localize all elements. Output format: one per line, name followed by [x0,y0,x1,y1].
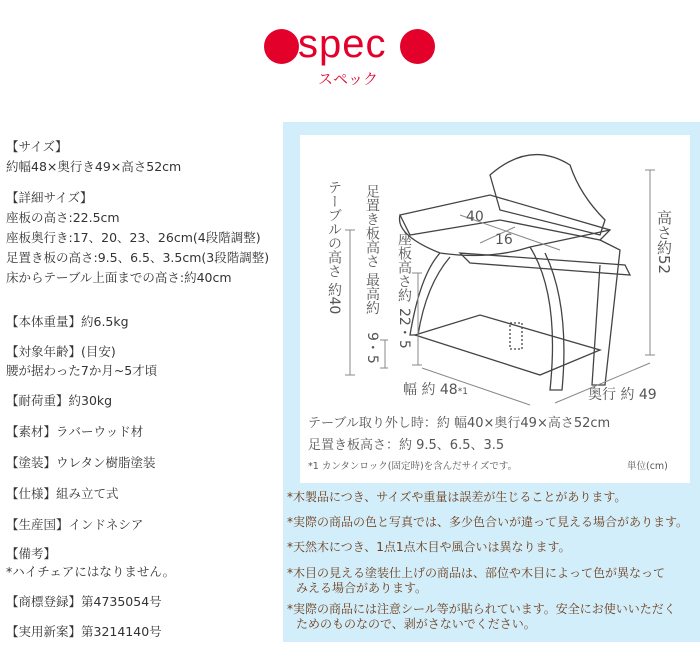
note: *木製品につき、サイズや重量は誤差が生じることがあります。 [287,490,627,504]
footnote: *1 カンタンロック(固定時)を含んだサイズです。 [308,461,518,472]
foot-height-value: 9・5 [364,332,380,364]
note: *実際の商品には注意シール等が貼られています。安全にお使いいただく [287,602,676,616]
note: *木目の見える塗装仕上げの商品は、部位や木目によって色が異なって [287,566,666,580]
spec-text: 【生産国】インドネシア [6,517,144,532]
foot-board-heights: 足置き板高さ：約 9.5、6.5、3.5 [308,438,505,453]
spec-heading: 【対象年齢】(目安) [6,344,116,359]
spec-heading: 【サイズ】 [6,139,68,154]
spec-text: 【耐荷重】約30kg [6,393,113,408]
spec-text: 【仕様】組み立て式 [6,486,119,501]
red-dot-right-icon [400,29,435,64]
seat-height-value: 22・5 [396,308,412,349]
red-dot-left-icon [264,29,299,64]
spec-text: 【実用新案】第3214140号 [6,624,162,639]
page-subtitle: スペック [318,70,379,88]
chair-diagram-icon [300,135,690,415]
spec-text: 約幅48×奥行き49×高さ52cm [6,159,182,174]
spec-text: 【商標登録】第4735054号 [6,594,162,609]
spec-text: 腰が据わった7か月~5才頃 [6,363,158,378]
spec-text: 座板奥行き:17、20、23、26cm(4段階調整) [6,230,261,245]
table-removed-size: テーブル取り外し時：約 幅40×奥行49×高さ52cm [308,416,611,431]
unit-label: 単位(cm) [627,461,668,472]
spec-heading: 【詳細サイズ】 [6,190,93,205]
note: ためのものなので、剥がさないでください。 [296,617,536,631]
page-title: spec [298,22,387,66]
table-height-label: テーブルの高さ 約40 [326,180,342,315]
seat-height-label: 座板高さ約 [396,232,412,302]
foot-height-label: 足置き板高さ 最高約 [364,184,380,315]
spec-text: 床からテーブル上面までの高さ:約40cm [6,270,232,285]
spec-text: 足置き板の高さ:9.5、6.5、3.5cm(3段階調整) [6,250,270,265]
note: みえる場合があります。 [296,581,428,595]
spec-text: *ハイチェアにはなりません。 [6,564,176,579]
width-label: 幅 約 48*1 [403,382,468,398]
spec-text: 【塗装】ウレタン樹脂塗装 [6,455,156,470]
spec-heading: 【備考】 [6,546,57,561]
note: *天然木につき、1点1点木目や風合いは異なります。 [287,540,571,554]
table-depth-label: 16 [495,232,513,248]
total-height-label: 高さ約52 [655,210,673,275]
note: *実際の商品の色と写真では、多少色合いが違って見える場合があります。 [287,515,689,529]
spec-text: 【素材】ラバーウッド材 [6,424,144,439]
spec-text: 座板の高さ:22.5cm [6,210,120,225]
depth-label: 奥行 約 49 [588,387,657,403]
spec-text: 【本体重量】約6.5kg [6,314,129,329]
table-width-label: 40 [466,209,484,225]
